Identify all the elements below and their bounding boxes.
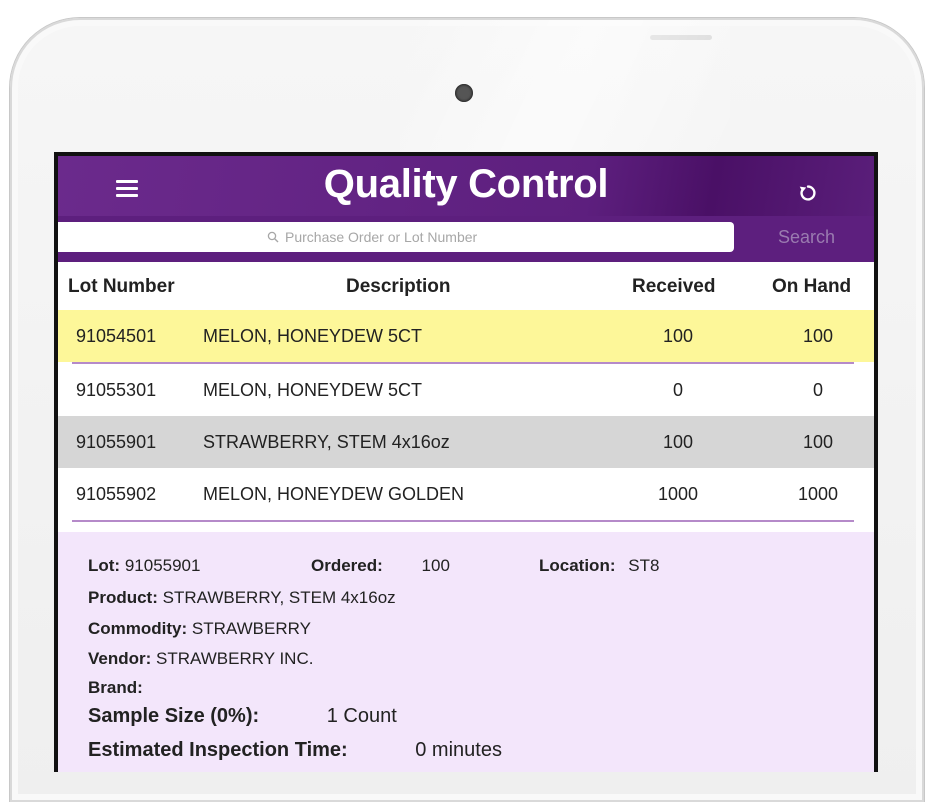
front-camera-icon <box>455 84 473 102</box>
detail-line-location <box>539 556 659 576</box>
inspection-time-value: 0 minutes <box>415 739 502 761</box>
detail-line-brand <box>88 678 143 698</box>
row-lot-number: 91055901 <box>76 432 157 452</box>
table-row[interactable] <box>58 364 874 416</box>
ordered-value: 100 <box>421 556 450 575</box>
search-input[interactable] <box>285 229 525 245</box>
detail-line-lot <box>88 556 200 576</box>
table-header-row <box>58 262 874 310</box>
column-header-on-hand[interactable]: On Hand <box>772 276 852 297</box>
vendor-value: STRAWBERRY INC. <box>156 649 314 668</box>
table-row-selected[interactable] <box>58 416 874 468</box>
detail-line-commodity <box>88 619 311 639</box>
row-on-hand: 0 <box>812 380 823 400</box>
detail-line-vendor <box>88 649 313 669</box>
row-on-hand: 100 <box>802 432 834 452</box>
table-row[interactable] <box>58 310 874 362</box>
row-received: 100 <box>662 432 694 452</box>
row-description: MELON, HONEYDEW 5CT <box>203 326 423 346</box>
row-received: 0 <box>672 380 683 400</box>
search-icon <box>267 231 279 243</box>
row-description: MELON, HONEYDEW GOLDEN <box>203 484 465 504</box>
row-on-hand: 1000 <box>797 484 839 504</box>
column-header-description[interactable]: Description <box>346 276 451 297</box>
row-lot-number: 91055301 <box>76 380 157 400</box>
lot-label: Lot: <box>88 556 121 575</box>
column-header-received[interactable]: Received <box>632 276 716 297</box>
product-label: Product: <box>88 588 158 607</box>
row-received: 1000 <box>657 484 699 504</box>
detail-line-sample-size <box>88 705 397 728</box>
row-on-hand: 100 <box>802 326 834 346</box>
search-field[interactable] <box>58 222 734 252</box>
lot-detail-panel <box>58 532 874 772</box>
table-row[interactable] <box>58 468 874 520</box>
ordered-label: Ordered: <box>311 556 383 575</box>
row-lot-number: 91055902 <box>76 484 157 504</box>
page-title: Quality Control <box>323 162 609 206</box>
quality-control-app <box>58 156 874 772</box>
commodity-value: STRAWBERRY <box>191 619 311 638</box>
search-button[interactable]: Search <box>777 227 836 247</box>
location-value: ST8 <box>628 556 660 575</box>
location-label: Location: <box>539 556 616 575</box>
search-bar <box>58 216 874 262</box>
app-header <box>58 156 874 216</box>
inspection-time-label: Estimated Inspection Time: <box>88 739 348 761</box>
detail-line-inspection-time <box>88 739 502 762</box>
column-header-lot-number[interactable]: Lot Number <box>68 276 175 297</box>
vendor-label: Vendor: <box>88 649 152 668</box>
detail-line-product <box>88 588 396 608</box>
sample-size-label: Sample Size (0%): <box>88 705 260 727</box>
commodity-label: Commodity: <box>88 619 188 638</box>
row-divider <box>72 520 854 522</box>
product-value: STRAWBERRY, STEM 4x16oz <box>162 588 396 607</box>
brand-label: Brand: <box>88 678 143 697</box>
detail-line-ordered <box>311 556 450 576</box>
row-description: STRAWBERRY, STEM 4x16oz <box>203 432 450 452</box>
row-lot-number: 91054501 <box>76 326 157 346</box>
sample-size-value: 1 Count <box>326 705 397 727</box>
tablet-screen <box>54 152 878 772</box>
row-received: 100 <box>662 326 694 346</box>
power-button <box>650 35 712 40</box>
refresh-icon[interactable] <box>797 182 819 204</box>
row-description: MELON, HONEYDEW 5CT <box>203 380 423 400</box>
lot-value: 91055901 <box>124 556 201 575</box>
